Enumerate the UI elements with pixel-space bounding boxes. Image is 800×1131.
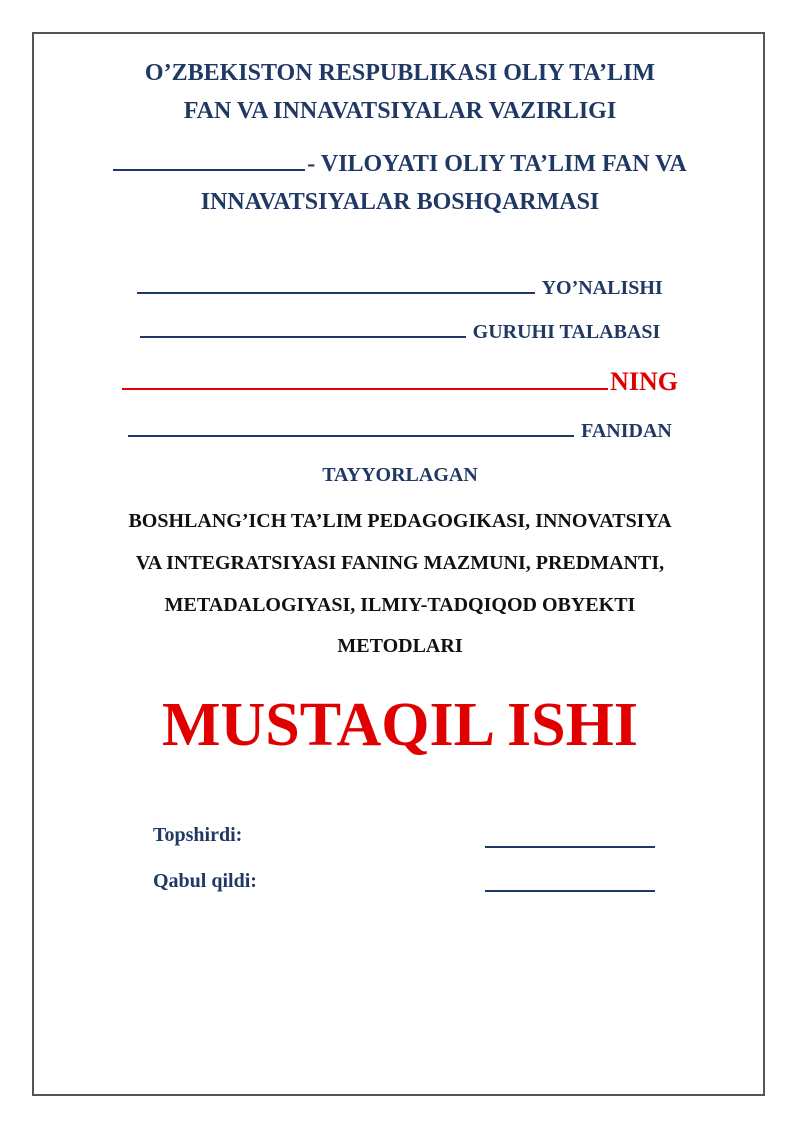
group-blank[interactable] <box>140 336 466 338</box>
student-field <box>40 367 760 397</box>
region-blank[interactable] <box>113 169 305 171</box>
document-title: MUSTAQIL ISHI <box>161 691 639 759</box>
direction-label: YO’NALISHI <box>541 277 663 299</box>
ministry-line-1: O’ZBEKISTON RESPUBLIKASI OLIY TA’LIM <box>144 60 656 86</box>
topic-line-2: VA INTEGRATSIYASI FANING MAZMUNI, PREDMANTI, <box>135 552 665 574</box>
student-suffix: NING <box>610 367 678 396</box>
ministry-line-2: FAN VA INNAVATSIYALAR VAZIRLIGI <box>183 98 617 124</box>
topic-line-1: BOSHLANG’ICH TA’LIM PEDAGOGIKASI, INNOVATSIYA <box>128 510 672 532</box>
direction-field <box>40 277 760 300</box>
subject-field <box>40 420 760 443</box>
student-name-blank[interactable] <box>122 388 608 390</box>
subject-blank[interactable] <box>128 435 574 437</box>
accepted-label: Qabul qildi: <box>153 870 257 892</box>
region-suffix: - VILOYATI OLIY TA’LIM FAN VA <box>307 151 687 177</box>
topic-line-4: METODLARI <box>337 635 463 657</box>
region-line-2: INNAVATSIYALAR BOSHQARMASI <box>200 189 600 215</box>
group-label: GURUHI TALABASI <box>472 321 661 343</box>
group-field <box>40 321 760 344</box>
direction-blank[interactable] <box>137 292 535 294</box>
prepared-label: TAYYORLAGAN <box>322 464 478 486</box>
submitted-label: Topshirdi: <box>153 824 243 846</box>
accepted-signature-line[interactable] <box>485 890 655 892</box>
subject-label: FANIDAN <box>581 420 672 442</box>
region-line-1 <box>40 151 760 178</box>
topic-line-3: METADALOGIYASI, ILMIY-TADQIQOD OBYEKTI <box>164 594 636 616</box>
submitted-signature-line[interactable] <box>485 846 655 848</box>
